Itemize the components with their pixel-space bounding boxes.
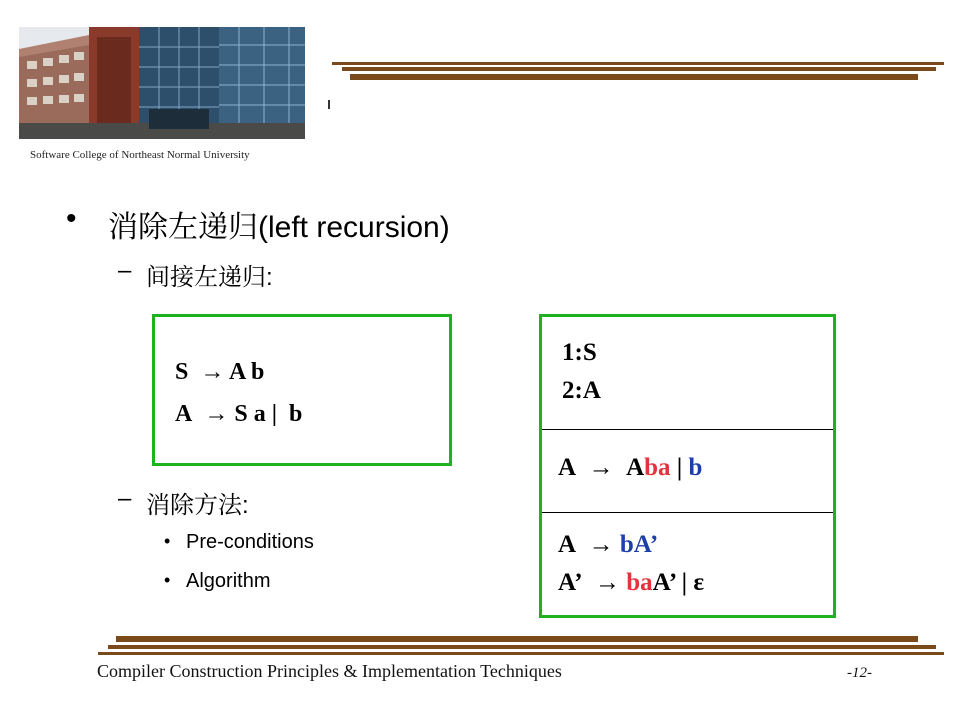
- grammar-rule-1: S → A b: [175, 359, 265, 385]
- eliminated-rule-1: A → bA’: [558, 531, 659, 558]
- course-title-footer: Compiler Construction Principles & Implementation Techniques: [97, 661, 562, 681]
- college-building-photo: [19, 27, 305, 139]
- bullet-dot: •: [66, 202, 77, 235]
- bottom-rule-3: [98, 652, 944, 655]
- divider: [542, 512, 833, 513]
- bullet-dot: •: [164, 570, 171, 590]
- slide-heading: 消除左递归(left recursion): [108, 211, 450, 244]
- bullet-dot: •: [164, 531, 171, 551]
- college-name: Software College of Northeast Normal University: [30, 149, 250, 161]
- nonterminal-order-2: 2:A: [562, 377, 601, 404]
- top-rule-3: [350, 74, 918, 80]
- elimination-method-heading: 消除方法:: [146, 492, 249, 519]
- grammar-rule-2: A → S a | b: [175, 401, 303, 427]
- page-number: -12-: [847, 665, 872, 681]
- list-item-algorithm: Algorithm: [186, 570, 271, 592]
- nonterminal-order-1: 1:S: [562, 339, 597, 366]
- dash-marker: –: [118, 485, 132, 512]
- list-item-preconditions: Pre-conditions: [186, 531, 314, 553]
- dash-marker: –: [118, 257, 132, 284]
- divider: [542, 429, 833, 430]
- indirect-left-recursion-heading: 间接左递归:: [146, 264, 273, 291]
- eliminated-rule-2: A’ → baA’ | ε: [558, 569, 705, 596]
- grammar-box: [152, 314, 452, 466]
- top-rule-2: [342, 67, 936, 71]
- top-rule-1: [332, 62, 944, 65]
- header-tick: [328, 100, 330, 109]
- substituted-rule: A → Aba | b: [558, 454, 703, 481]
- transformation-box: [539, 314, 836, 618]
- bottom-rule-2: [108, 645, 936, 649]
- bottom-rule-1: [116, 636, 918, 642]
